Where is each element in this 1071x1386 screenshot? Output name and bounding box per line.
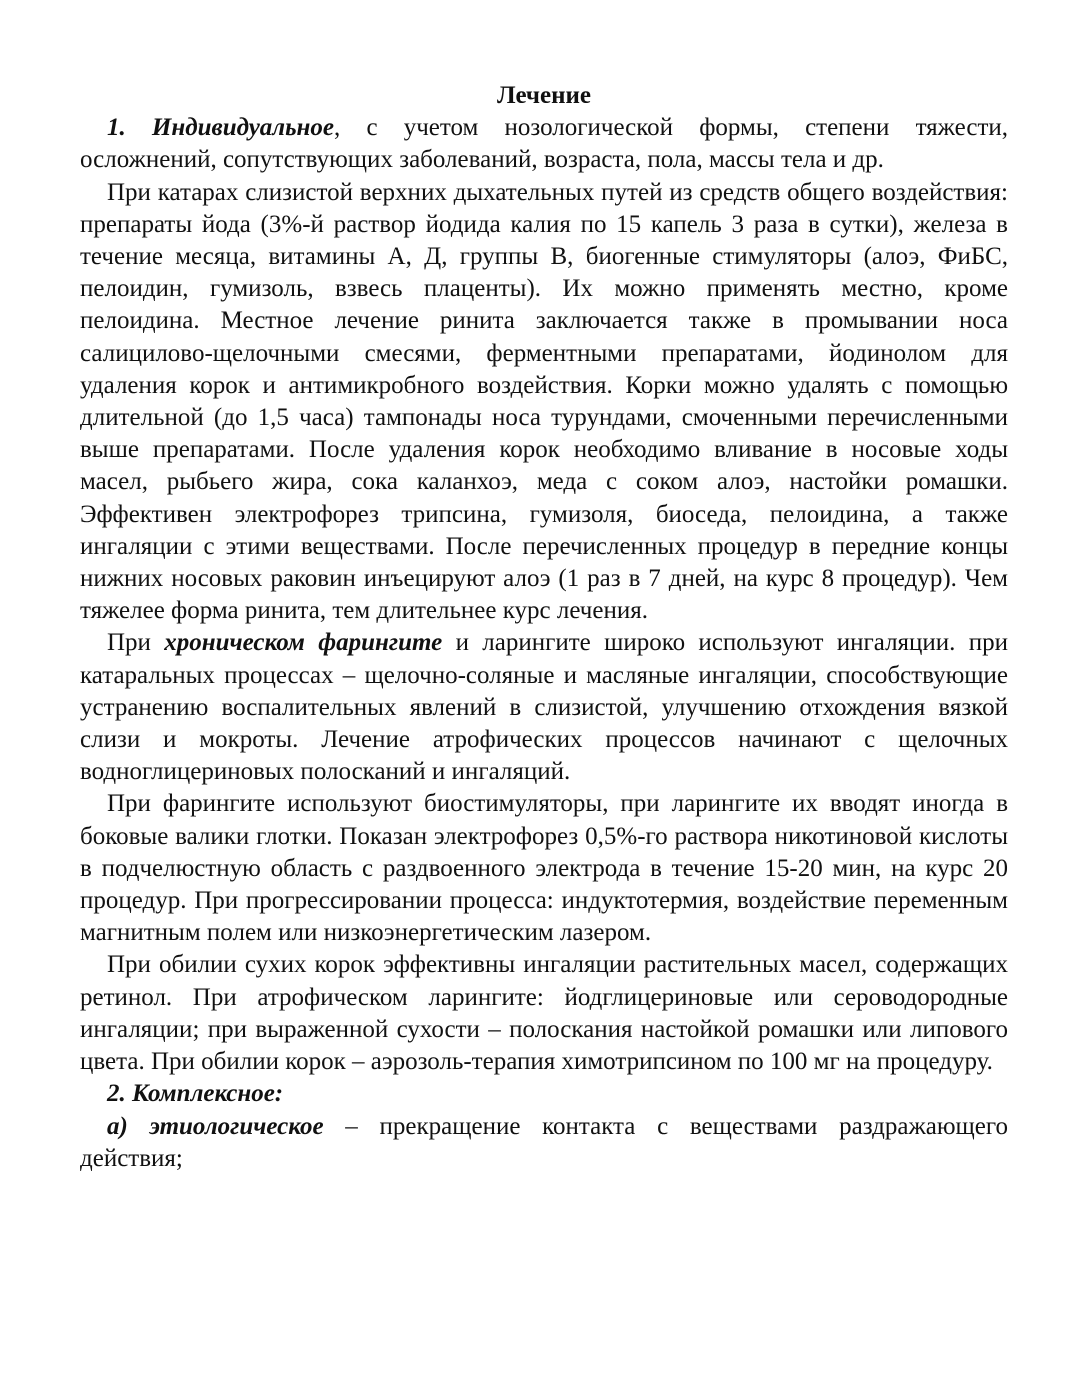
item-a-lead: а) этиологическое bbox=[107, 1112, 324, 1140]
section-1-text: , с учетом нозологической формы, степени тяжести, осложнений, сопутствующих заболеваний, возраста, пола, массы тела и др. bbox=[80, 114, 1008, 174]
section-2-heading: 2. Комплексное: bbox=[107, 1080, 284, 1108]
paragraph-dry-crusts: При обилии сухих корок эффективны ингаляции растительных масел, содержащих ретинол. При атрофическом ларингите: йодглицериновые или сероводородные ингаляции; при выраженной сухости – полоскания настойкой ромашки или липового цвета. При обилии корок – аэрозоль-терапия химотрипсином по 100 мг на процедуру. bbox=[80, 951, 1008, 1076]
pharyngitis-text-after: и ларингите широко используют ингаляции. при катаральных процессах – щелочно-соляные и масляные ингаляции, способствующие устранению воспалительных явлений в слизистой, улучшению отхождения вязкой слизи и мокроты. Лечение атрофических процессов начинают с щелочных водноглицериновых полосканий и ингаляций. bbox=[80, 629, 1009, 786]
document-title: Лечение bbox=[496, 82, 592, 109]
section-1-lead: 1. Индивидуальное bbox=[107, 114, 335, 142]
paragraph-biostimulators: При фарингите используют биостимуляторы, при ларингите их вводят иногда в боковые валики глотки. Показан электрофорез 0,5%-го раствора никотиновой кислоты в подчелюстную область с раздвоенного электрода в течение 15-20 мин, на курс 20 процедур. При прогрессировании процесса: индуктотермия, воздействие переменным магнитным полем или низкоэнергетическим лазером. bbox=[80, 790, 1008, 947]
pharyngitis-emphasis: хроническом фарингите bbox=[164, 629, 443, 657]
document-page bbox=[80, 80, 1008, 1175]
section-1-paragraph bbox=[80, 112, 1008, 176]
item-a-text: – прекращение контакта с веществами раздражающего действия; bbox=[80, 1112, 1008, 1172]
paragraph-pharyngitis bbox=[80, 627, 1008, 788]
paragraph-catarrh: При катарах слизистой верхних дыхательных путей из средств общего воздействия: препараты йода (3%-й раствор йодида калия по 15 капель 3 раза в сутки), железа в течение месяца, витамины А, Д, группы В, биогенные стимуляторы (алоэ, ФиБС, пелоидин, гумизоль, взвесь плаценты). Их можно применять местно, кроме пелоидина. Местное лечение ринита заключается также в промывании носа салицилово-щелочными смесями, ферментными препаратами, йодинолом для удаления корок и антимикробного воздействия. Корки можно удалять с помощью длительной (до 1,5 часа) тампонады носа турундами, смоченными перечисленными выше препаратами. После удаления корок необходимо вливание в носовые ходы масел, рыбьего жира, сока каланхоэ, меда с соком алоэ, настойки ромашки. Эффективен электрофорез трипсина, гумизоля, биоседа, пелоидина, а также ингаляции с этими веществами. После перечисленных процедур в передние концы нижних носовых раковин инъецируют алоэ (1 раз в 7 дней, на курс 8 процедур). Чем тяжелее форма ринита, тем длительнее курс лечения. bbox=[80, 178, 1008, 625]
pharyngitis-text-before: При bbox=[107, 629, 165, 657]
item-a-paragraph bbox=[80, 1111, 1008, 1175]
